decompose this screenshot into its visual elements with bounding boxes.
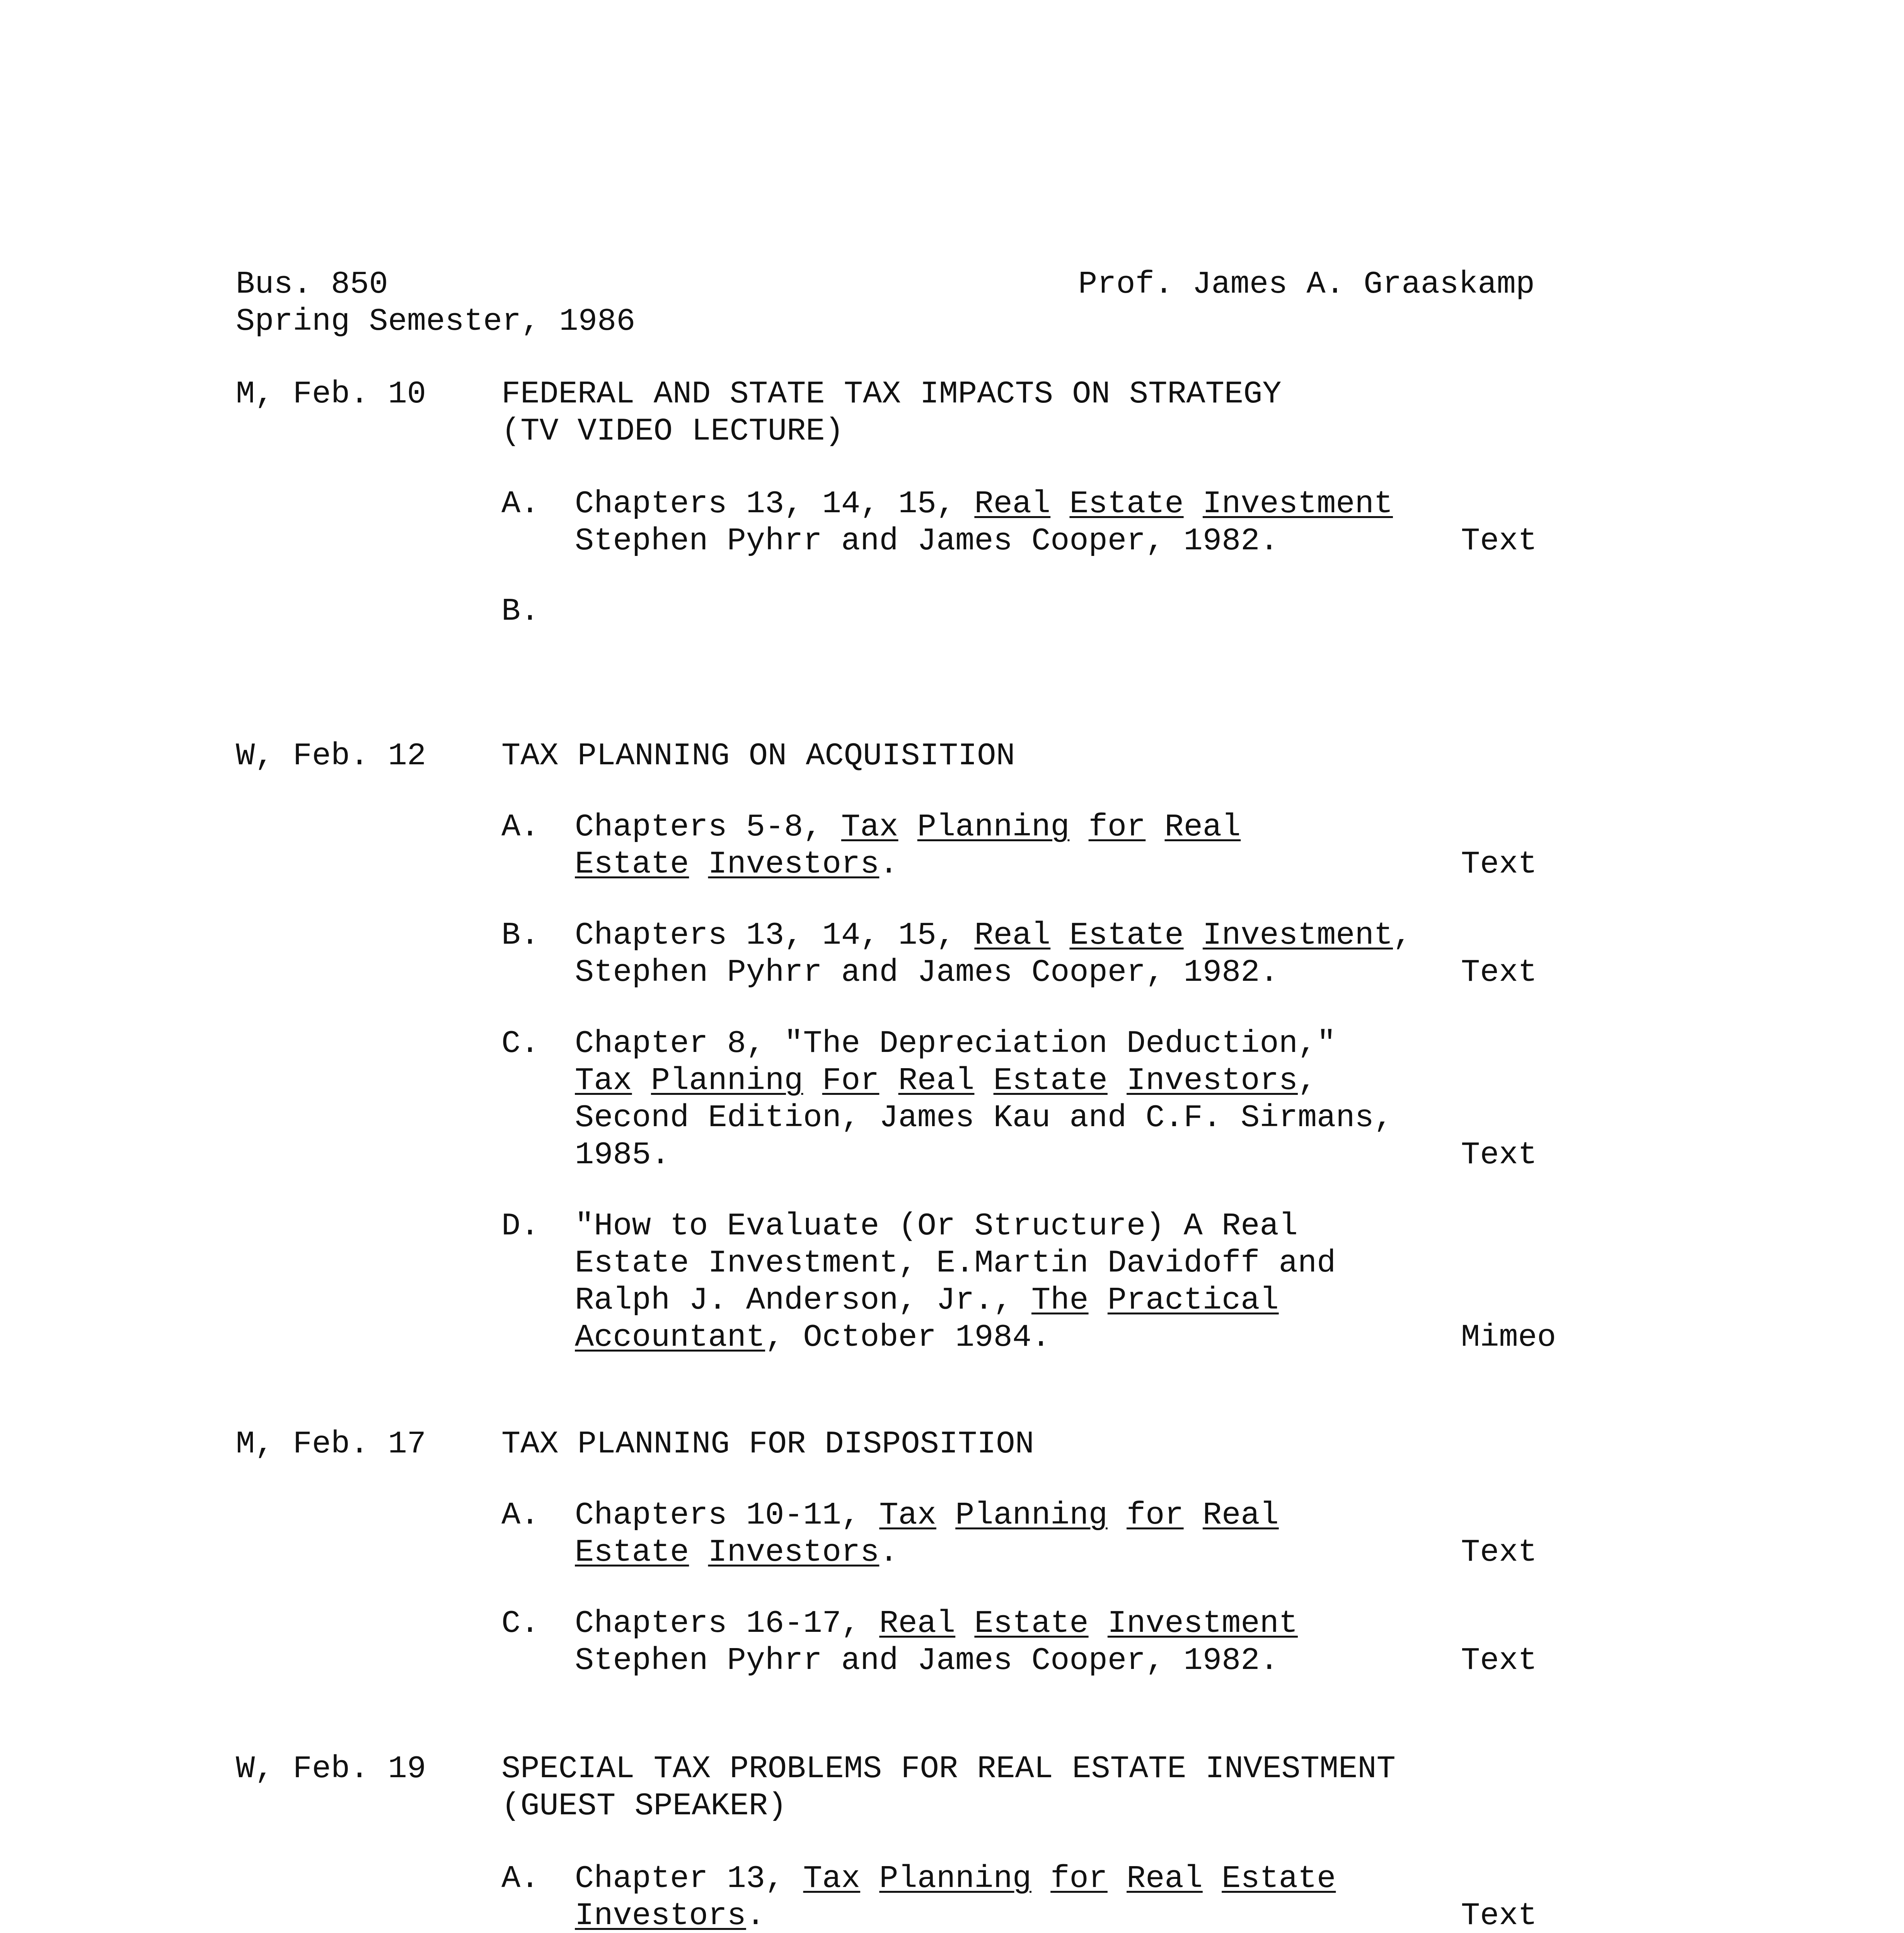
underlined-title-word: Tax bbox=[841, 809, 898, 845]
reading-citation bbox=[575, 1605, 1298, 1679]
underlined-title-word: Investors bbox=[1127, 1063, 1298, 1099]
citation-text: 1985. bbox=[575, 1137, 670, 1173]
reading-letter: C. bbox=[501, 1606, 540, 1642]
citation-text: Chapters 5-8, bbox=[575, 809, 841, 845]
citation-text: Chapter 8, "The Depreciation Deduction," bbox=[575, 1026, 1336, 1062]
underlined-title-word: Estate bbox=[1069, 917, 1184, 953]
citation-text bbox=[1050, 486, 1069, 522]
citation-text bbox=[689, 846, 708, 882]
underlined-title-word: Tax bbox=[803, 1861, 861, 1897]
reading-citation bbox=[575, 1208, 1336, 1356]
citation-text bbox=[689, 1534, 708, 1570]
reading-letter: A. bbox=[501, 809, 540, 845]
reading-item bbox=[501, 486, 1700, 560]
citation-line bbox=[575, 1062, 1393, 1099]
citation-text: Stephen Pyhrr and James Cooper, 1982. bbox=[575, 1643, 1279, 1679]
reading-type: Text bbox=[1461, 1643, 1537, 1679]
underlined-title-word: Investment bbox=[1107, 1606, 1298, 1642]
reading-citation bbox=[575, 1025, 1393, 1174]
citation-line bbox=[575, 1642, 1298, 1679]
citation-line bbox=[575, 1099, 1393, 1137]
reading-type: Text bbox=[1461, 1137, 1537, 1173]
citation-text: Chapters 13, 14, 15, bbox=[575, 917, 975, 953]
citation-text: Stephen Pyhrr and James Cooper, 1982. bbox=[575, 523, 1279, 559]
reading-item bbox=[501, 917, 1700, 991]
underlined-title-word: Investors bbox=[708, 1534, 880, 1570]
citation-text: . bbox=[879, 1534, 898, 1570]
citation-text: , bbox=[1393, 917, 1412, 953]
underlined-title-word: Planning bbox=[955, 1497, 1108, 1533]
session-title-line: SPECIAL TAX PROBLEMS FOR REAL ESTATE INVESTMENT bbox=[501, 1751, 1396, 1787]
citation-text bbox=[1184, 917, 1203, 953]
citation-text bbox=[974, 1063, 993, 1099]
citation-text bbox=[860, 1861, 879, 1897]
underlined-title-word: Estate bbox=[575, 846, 689, 882]
citation-line bbox=[575, 846, 1241, 883]
citation-text: , bbox=[1297, 1063, 1317, 1099]
session-date: W, Feb. 19 bbox=[236, 1751, 426, 1787]
underlined-title-word: Estate bbox=[993, 1063, 1108, 1099]
reading-item bbox=[501, 1025, 1700, 1174]
underlined-title-word: Planning bbox=[651, 1063, 803, 1099]
citation-text bbox=[936, 1497, 955, 1533]
citation-text bbox=[1089, 1282, 1108, 1318]
citation-text: Stephen Pyhrr and James Cooper, 1982. bbox=[575, 955, 1279, 990]
citation-text: Chapters 13, 14, 15, bbox=[575, 486, 975, 522]
citation-text bbox=[879, 1063, 898, 1099]
session-title-line: (GUEST SPEAKER) bbox=[501, 1788, 787, 1824]
citation-line bbox=[575, 1534, 1279, 1571]
citation-text bbox=[1069, 809, 1088, 845]
reading-type: Text bbox=[1461, 1534, 1537, 1570]
professor-name: Prof. James A. Graaskamp bbox=[1078, 266, 1535, 302]
reading-letter: D. bbox=[501, 1208, 540, 1244]
citation-line bbox=[575, 1025, 1393, 1062]
session-title bbox=[501, 376, 1282, 450]
underlined-title-word: Estate bbox=[1069, 486, 1184, 522]
reading-citation bbox=[575, 809, 1241, 883]
citation-line bbox=[575, 1245, 1336, 1282]
citation-text: Estate Investment, E.Martin Davidoff and bbox=[575, 1245, 1336, 1281]
citation-text: Second Edition, James Kau and C.F. Sirmans, bbox=[575, 1100, 1393, 1136]
citation-line bbox=[575, 1605, 1298, 1642]
citation-line bbox=[575, 1860, 1336, 1897]
underlined-title-word: For bbox=[822, 1063, 880, 1099]
reading-item bbox=[501, 809, 1700, 883]
underlined-title-word: Investment bbox=[1202, 917, 1393, 953]
reading-letter: B. bbox=[501, 593, 540, 629]
reading-citation bbox=[575, 917, 1412, 991]
underlined-title-word: Real bbox=[1127, 1861, 1203, 1897]
citation-text: Chapter 13, bbox=[575, 1861, 803, 1897]
underlined-title-word: for bbox=[1127, 1497, 1184, 1533]
citation-text bbox=[1184, 1497, 1203, 1533]
citation-line bbox=[575, 486, 1393, 523]
reading-item bbox=[501, 1860, 1700, 1933]
citation-text: , October 1984. bbox=[765, 1319, 1051, 1355]
session-date: W, Feb. 12 bbox=[236, 738, 426, 774]
reading-type: Mimeo bbox=[1461, 1319, 1556, 1355]
citation-line bbox=[575, 1282, 1336, 1319]
citation-text: . bbox=[879, 846, 898, 882]
reading-type: Text bbox=[1461, 1898, 1537, 1933]
citation-text: Chapters 16-17, bbox=[575, 1606, 880, 1642]
reading-type: Text bbox=[1461, 523, 1537, 559]
underlined-title-word: Investors bbox=[575, 1898, 746, 1933]
underlined-title-word: The bbox=[1031, 1282, 1089, 1318]
citation-text bbox=[803, 1063, 822, 1099]
underlined-title-word: Real bbox=[974, 486, 1051, 522]
citation-line bbox=[575, 917, 1412, 954]
reading-item bbox=[501, 593, 1700, 630]
reading-letter: A. bbox=[501, 1497, 540, 1533]
citation-text: Ralph J. Anderson, Jr., bbox=[575, 1282, 1031, 1318]
session-title-line: TAX PLANNING ON ACQUISITION bbox=[501, 738, 1015, 774]
course-code: Bus. 850 bbox=[236, 266, 388, 302]
reading-citation bbox=[575, 1860, 1336, 1933]
session-date: M, Feb. 17 bbox=[236, 1426, 426, 1462]
citation-text bbox=[955, 1606, 974, 1642]
citation-text bbox=[898, 809, 917, 845]
reading-type: Text bbox=[1461, 955, 1537, 990]
citation-text bbox=[1108, 1063, 1127, 1099]
citation-text bbox=[1108, 1861, 1127, 1897]
reading-citation bbox=[575, 486, 1393, 560]
citation-line bbox=[575, 954, 1412, 991]
citation-text bbox=[1108, 1497, 1127, 1533]
citation-text: Chapters 10-11, bbox=[575, 1497, 880, 1533]
reading-item bbox=[501, 1497, 1700, 1571]
underlined-title-word: for bbox=[1088, 809, 1146, 845]
semester: Spring Semester, 1986 bbox=[236, 303, 636, 339]
session-date: M, Feb. 10 bbox=[236, 376, 426, 412]
citation-line bbox=[575, 1208, 1336, 1245]
citation-text: . bbox=[746, 1898, 765, 1933]
reading-letter: A. bbox=[501, 486, 540, 522]
session-title-line: (TV VIDEO LECTURE) bbox=[501, 413, 844, 449]
session-title-line: TAX PLANNING FOR DISPOSITION bbox=[501, 1426, 1034, 1462]
reading-type: Text bbox=[1461, 846, 1537, 882]
citation-text bbox=[1145, 809, 1164, 845]
reading-letter: A. bbox=[501, 1861, 540, 1897]
reading-letter: B. bbox=[501, 917, 540, 953]
underlined-title-word: Estate bbox=[1222, 1861, 1336, 1897]
underlined-title-word: Accountant bbox=[575, 1319, 765, 1355]
citation-line bbox=[575, 523, 1393, 560]
underlined-title-word: Investors bbox=[708, 846, 880, 882]
underlined-title-word: Investment bbox=[1202, 486, 1393, 522]
citation-text bbox=[1089, 1606, 1108, 1642]
citation-text bbox=[1031, 1861, 1050, 1897]
underlined-title-word: Real bbox=[1202, 1497, 1279, 1533]
citation-text bbox=[1203, 1861, 1222, 1897]
underlined-title-word: Planning bbox=[917, 809, 1070, 845]
reading-letter: C. bbox=[501, 1026, 540, 1062]
underlined-title-word: Tax bbox=[879, 1497, 936, 1533]
citation-text bbox=[632, 1063, 651, 1099]
citation-text: "How to Evaluate (Or Structure) A Real bbox=[575, 1208, 1298, 1244]
citation-line bbox=[575, 809, 1241, 846]
underlined-title-word: Estate bbox=[974, 1606, 1089, 1642]
underlined-title-word: Real bbox=[898, 1063, 975, 1099]
reading-item bbox=[501, 1208, 1700, 1356]
citation-text bbox=[1050, 917, 1069, 953]
citation-line bbox=[575, 1497, 1279, 1534]
underlined-title-word: Real bbox=[1164, 809, 1241, 845]
reading-citation bbox=[575, 1497, 1279, 1571]
citation-line bbox=[575, 1137, 1393, 1174]
session-title bbox=[501, 1751, 1396, 1825]
citation-line bbox=[575, 1897, 1336, 1933]
underlined-title-word: Real bbox=[974, 917, 1051, 953]
session-title bbox=[501, 1426, 1034, 1463]
session-title-line: FEDERAL AND STATE TAX IMPACTS ON STRATEGY bbox=[501, 376, 1282, 412]
underlined-title-word: for bbox=[1050, 1861, 1108, 1897]
underlined-title-word: Practical bbox=[1107, 1282, 1279, 1318]
underlined-title-word: Tax bbox=[575, 1063, 632, 1099]
reading-item bbox=[501, 1605, 1700, 1679]
underlined-title-word: Estate bbox=[575, 1534, 689, 1570]
underlined-title-word: Real bbox=[879, 1606, 956, 1642]
citation-line bbox=[575, 1319, 1336, 1356]
underlined-title-word: Planning bbox=[879, 1861, 1032, 1897]
citation-text bbox=[1184, 486, 1203, 522]
session-title bbox=[501, 738, 1015, 775]
